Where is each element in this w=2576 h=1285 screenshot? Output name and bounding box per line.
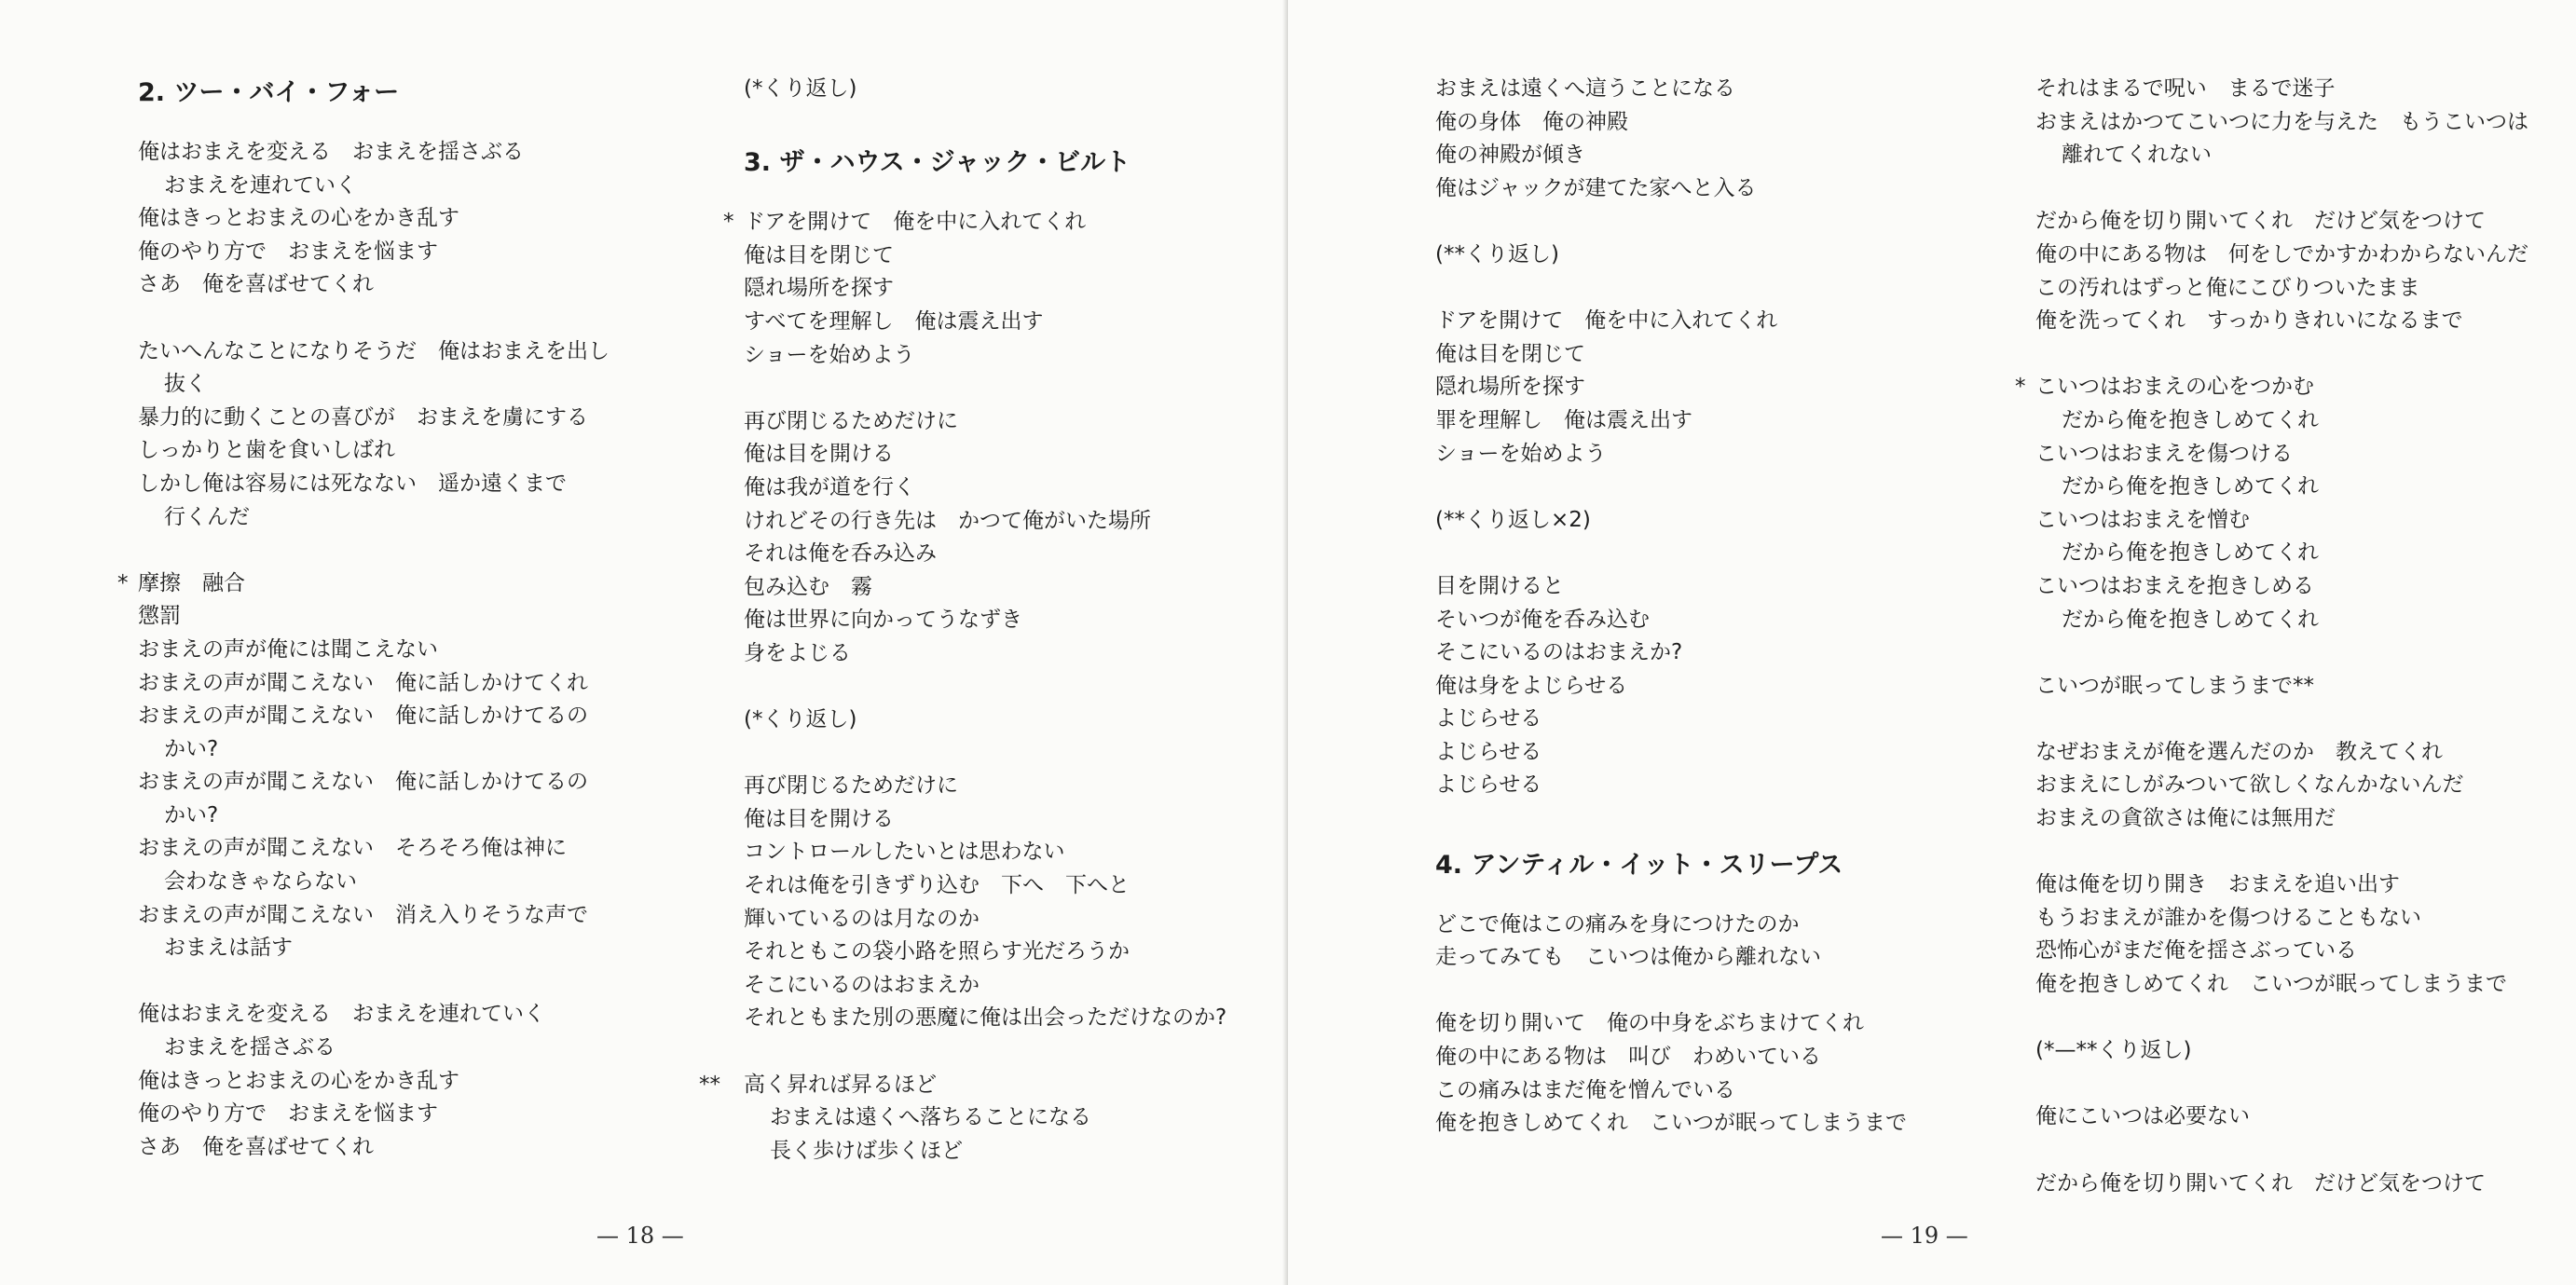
- lyric-line: [2015, 1034, 2576, 1068]
- lyric-line: [2015, 802, 2576, 836]
- stanza-gap: [723, 671, 1320, 704]
- lyric-text: おまえの声が聞こえない 俺に話しかけてるの: [138, 770, 588, 795]
- stanza-gap: [2015, 636, 2576, 670]
- stanza-gap: [117, 965, 714, 999]
- lyric-text: 俺はジャックが建てた家へと入る: [1435, 175, 1757, 200]
- stanza-gap: [1415, 975, 2011, 1008]
- lyric-line: [1415, 769, 2011, 802]
- lyric-line: [723, 73, 1320, 106]
- stanza-gap: [723, 1035, 1320, 1069]
- column-1: [117, 73, 714, 1164]
- lyric-line: [117, 932, 714, 965]
- lyric-line: [2015, 404, 2576, 438]
- lyric-line: [2015, 471, 2576, 504]
- stanza-gap: [2015, 1068, 2576, 1101]
- lyric-text: 俺のやり方で おまえを悩ます: [138, 239, 438, 264]
- lyric-text: ドアを開けて 俺を中に入れてくれ: [744, 210, 1087, 235]
- lyric-text: 俺を洗ってくれ すっかりきれいになるまで: [2035, 308, 2463, 334]
- lyric-line: [1415, 670, 2011, 704]
- lyric-line: [723, 239, 1320, 273]
- lyric-line: [117, 1131, 714, 1165]
- stanza-gap: [2015, 703, 2576, 736]
- lyric-line: [1415, 1074, 2011, 1108]
- lyric-text: 俺の神殿が傾き: [1435, 143, 1585, 168]
- lyric-text: それは俺を引きずり込む 下へ 下へと: [744, 873, 1130, 898]
- lyric-text: (**くり返し×2): [1435, 507, 1591, 532]
- lyric-text: 行くんだ: [164, 504, 250, 529]
- lyric-text: 暴力的に動くことの喜びが おまえを虜にする: [138, 404, 588, 430]
- lyric-text: 包み込む 霧: [744, 574, 872, 599]
- lyric-text: さあ 俺を喜ばせてくれ: [138, 272, 374, 297]
- lyric-line: [723, 836, 1320, 869]
- stanza-gap: [2015, 1002, 2576, 1035]
- lyric-line: [2015, 272, 2576, 306]
- lyric-text: この汚れはずっと俺にこびりついたまま: [2035, 275, 2420, 300]
- lyric-text: こいつはおまえを傷つける: [2035, 441, 2293, 466]
- lyric-text: 高く昇れば昇るほど: [744, 1072, 937, 1097]
- song-title-house-jack-built: 3. ザ・ハウス・ジャック・ビルト: [744, 148, 1131, 178]
- stanza-gap: [723, 372, 1320, 405]
- lyric-line: [2015, 305, 2576, 338]
- lyric-line: [723, 770, 1320, 803]
- lyric-line: [723, 206, 1320, 239]
- lyric-line: [117, 1032, 714, 1065]
- song-title-two-by-four: 2. ツー・バイ・フォー: [138, 78, 400, 107]
- lyric-line: [117, 236, 714, 269]
- lyric-line: [117, 832, 714, 866]
- lyric-line: [1415, 338, 2011, 372]
- lyric-line: [1415, 1007, 2011, 1041]
- lyric-text: 離れてくれない: [2062, 143, 2212, 168]
- lyric-text: 俺は俺を切り開き おまえを追い出す: [2035, 872, 2400, 897]
- lyric-text: 俺を抱きしめてくれ こいつが眠ってしまうまで: [1435, 1111, 1907, 1136]
- lyric-line: [1415, 504, 2011, 538]
- lyrics-block: [2015, 73, 2576, 1200]
- lyric-line: [1415, 305, 2011, 338]
- lyric-line: [1415, 636, 2011, 670]
- lyric-text: おまえの声が聞こえない そろそろ俺は神に: [138, 836, 567, 861]
- lyric-text: それともまた別の悪魔に俺は出会っただけなのか?: [744, 1005, 1227, 1031]
- lyric-line: [2015, 1168, 2576, 1201]
- lyric-line: [2015, 537, 2576, 570]
- lyric-line: [117, 667, 714, 701]
- lyric-line: [723, 505, 1320, 539]
- lyrics-block: [117, 136, 714, 1164]
- lyric-line: [117, 368, 714, 402]
- lyric-line: [2015, 868, 2576, 902]
- lyric-text: 俺を切り開いて 俺の中身をぶちまけてくれ: [1435, 1011, 1864, 1036]
- lyric-text: 抜く: [164, 372, 207, 397]
- lyric-line: [723, 637, 1320, 671]
- lyrics-block: [723, 73, 1320, 106]
- lyric-text: よじらせる: [1435, 706, 1542, 731]
- lyric-line: [2015, 239, 2576, 272]
- lyric-text: 会わなきゃならない: [164, 869, 357, 895]
- lyric-line: [1415, 239, 2011, 272]
- lyric-text: だから俺を抱きしめてくれ: [2062, 474, 2319, 499]
- lyric-text: 隠れ場所を探す: [1435, 375, 1585, 400]
- lyric-text: だから俺を切り開いてくれ だけど気をつけて: [2035, 209, 2486, 234]
- lyric-line: [723, 936, 1320, 969]
- lyric-line: [1415, 941, 2011, 975]
- lyric-text: こいつはおまえを抱きしめる: [2035, 573, 2314, 598]
- lyric-text: おまえの貪欲さは俺には無用だ: [2035, 806, 2336, 831]
- lyric-line: [723, 704, 1320, 737]
- lyric-line: [2015, 935, 2576, 968]
- lyric-line: [723, 1135, 1320, 1169]
- page-19: [1288, 0, 2576, 1285]
- lyric-line: [1415, 438, 2011, 472]
- lyric-text: それはまるで呪い まるで迷子: [2035, 76, 2336, 101]
- lyric-text: それともこの袋小路を照らす光だろうか: [744, 939, 1130, 964]
- lyric-line: [1415, 139, 2011, 172]
- lyric-text: 再び閉じるためだけに: [744, 408, 958, 433]
- lyric-text: 俺は身をよじらせる: [1435, 673, 1628, 698]
- lyric-line: [723, 306, 1320, 339]
- lyric-text: よじらせる: [1435, 739, 1542, 764]
- lyric-text: よじらせる: [1435, 772, 1542, 798]
- stanza-gap: [117, 302, 714, 335]
- lyric-line: [117, 998, 714, 1032]
- lyric-line: [1415, 73, 2011, 106]
- lyric-text: そこにいるのはおまえか?: [1435, 640, 1683, 665]
- lyric-line: [723, 903, 1320, 936]
- lyric-line: [2015, 968, 2576, 1002]
- lyric-line: [117, 634, 714, 667]
- lyric-line: [2015, 604, 2576, 637]
- lyric-text: 俺のやり方で おまえを悩ます: [138, 1101, 438, 1127]
- lyric-line: [117, 170, 714, 203]
- lyric-line: [2015, 570, 2576, 604]
- lyric-text: 俺は我が道を行く: [744, 474, 915, 499]
- lyrics-block: [1415, 909, 2011, 1141]
- stanza-gap: [723, 106, 1320, 140]
- lyric-text: おまえは遠くへ落ちることになる: [770, 1105, 1091, 1130]
- lyric-text: おまえは遠くへ這うことになる: [1435, 76, 1735, 101]
- lyric-line: [117, 800, 714, 833]
- lyric-line: [117, 402, 714, 435]
- column-3: [1415, 73, 2011, 1141]
- lyric-text: こいつはおまえを憎む: [2035, 507, 2250, 532]
- lyric-text: だから俺を抱きしめてくれ: [2062, 540, 2319, 566]
- lyrics-block: [1415, 73, 2011, 802]
- lyric-line: [2015, 736, 2576, 770]
- lyric-text: 再び閉じるためだけに: [744, 773, 958, 799]
- lyric-line: [2015, 769, 2576, 802]
- lyric-line: [723, 472, 1320, 505]
- lyric-line: [117, 866, 714, 899]
- lyric-text: 懲罰: [138, 604, 181, 629]
- lyric-line: [2015, 139, 2576, 172]
- lyric-text: 俺は目を開ける: [744, 442, 894, 467]
- lyric-line: [723, 1002, 1320, 1035]
- lyric-line: [2015, 902, 2576, 936]
- lyric-line: [2015, 371, 2576, 404]
- lyric-line: [117, 335, 714, 369]
- lyric-line: [723, 969, 1320, 1003]
- lyric-line: [723, 604, 1320, 637]
- lyric-line: [117, 136, 714, 170]
- lyric-text: 輝いているのは月なのか: [744, 906, 980, 931]
- lyric-text: だから俺を抱きしめてくれ: [2062, 607, 2319, 632]
- lyric-text: そこにいるのはおまえか: [744, 972, 980, 997]
- lyric-line: [117, 899, 714, 933]
- song-title-until-it-sleeps: 4. アンティル・イット・スリープス: [1435, 850, 1843, 880]
- lyric-line: [117, 700, 714, 733]
- lyric-text: おまえを揺さぶる: [164, 1035, 336, 1060]
- lyric-line: [1415, 570, 2011, 604]
- page-number: — 19 —: [1881, 1223, 1968, 1249]
- lyric-text: おまえを連れていく: [164, 172, 357, 198]
- lyric-line: [2015, 73, 2576, 106]
- lyric-text: 俺はおまえを変える おまえを連れていく: [138, 1002, 545, 1027]
- column-2: [699, 73, 1320, 1168]
- lyric-line: [1415, 703, 2011, 736]
- lyric-text: だから俺を切り開いてくれ だけど気をつけて: [2035, 1170, 2486, 1196]
- column-4: [2015, 73, 2576, 1200]
- lyric-line: [723, 438, 1320, 472]
- lyric-line: [1415, 1107, 2011, 1141]
- stanza-gap: [1415, 272, 2011, 306]
- lyric-text: だから俺を抱きしめてくれ: [2062, 407, 2319, 432]
- refrain-marker: **: [699, 1072, 720, 1097]
- lyric-line: [1415, 371, 2011, 404]
- lyric-line: [2015, 106, 2576, 140]
- stanza-gap: [1415, 537, 2011, 570]
- lyric-line: [723, 538, 1320, 571]
- lyric-text: 罪を理解し 俺は震え出す: [1435, 407, 1692, 432]
- lyric-text: 俺はきっとおまえの心をかき乱す: [138, 1068, 459, 1093]
- lyric-text: おまえはかつてこいつに力を与えた もうこいつは: [2035, 109, 2528, 134]
- lyric-text: ショーを始めよう: [1435, 441, 1607, 466]
- lyric-text: それは俺を呑み込み: [744, 541, 937, 567]
- lyric-text: しかし俺は容易には死なない 遥か遠くまで: [138, 471, 567, 496]
- lyric-text: 長く歩けば歩くほど: [770, 1138, 963, 1163]
- lyric-text: どこで俺はこの痛みを身につけたのか: [1435, 911, 1800, 936]
- lyric-text: 俺は目を開ける: [744, 806, 894, 831]
- lyric-line: [1415, 106, 2011, 140]
- lyric-text: 俺の身体 俺の神殿: [1435, 109, 1628, 134]
- lyric-text: 摩擦 融合: [138, 570, 245, 595]
- lyric-text: (**くり返し): [1435, 241, 1559, 267]
- lyric-line: [117, 1098, 714, 1131]
- lyric-text: 恐怖心がまだ俺を揺さぶっている: [2035, 938, 2357, 964]
- lyric-text: けれどその行き先は かつて俺がいた場所: [744, 508, 1151, 533]
- lyric-line: [1415, 404, 2011, 438]
- lyric-line: [723, 1101, 1320, 1135]
- lyric-text: 俺はおまえを変える おまえを揺さぶる: [138, 140, 524, 164]
- stanza-gap: [1415, 471, 2011, 504]
- stanza-gap: [2015, 338, 2576, 372]
- lyric-text: (*—**くり返し): [2035, 1038, 2192, 1063]
- lyric-text: 俺は世界に向かってうなずき: [744, 608, 1022, 633]
- refrain-marker: *: [723, 210, 734, 235]
- lyric-line: [1415, 1041, 2011, 1074]
- lyric-line: [117, 268, 714, 302]
- stanza-gap: [2015, 172, 2576, 206]
- lyric-line: [2015, 504, 2576, 538]
- lyric-text: おまえは話す: [164, 936, 293, 961]
- stanza-gap: [117, 534, 714, 567]
- lyric-text: たいへんなことになりそうだ 俺はおまえを出し: [138, 338, 610, 363]
- refrain-marker: *: [117, 570, 129, 595]
- lyric-text: 俺を抱きしめてくれ こいつが眠ってしまうまで: [2035, 972, 2507, 997]
- lyric-text: 目を開けると: [1435, 573, 1564, 598]
- lyric-line: [1415, 172, 2011, 206]
- lyric-text: 走ってみても こいつは俺から離れない: [1435, 945, 1821, 970]
- page-number: — 18 —: [596, 1223, 684, 1249]
- stanza-gap: [1415, 205, 2011, 239]
- lyric-line: [117, 600, 714, 634]
- lyric-line: [2015, 438, 2576, 472]
- lyric-text: おまえの声が聞こえない 俺に話しかけてくれ: [138, 670, 588, 695]
- lyric-text: この痛みはまだ俺を憎んでいる: [1435, 1077, 1735, 1102]
- lyric-text: かい?: [164, 802, 219, 827]
- lyric-text: 俺は目を閉じて: [744, 242, 894, 267]
- lyric-line: [723, 405, 1320, 439]
- lyric-text: なぜおまえが俺を選んだのか 教えてくれ: [2035, 739, 2443, 764]
- lyric-line: [1415, 909, 2011, 942]
- lyric-line: [2015, 670, 2576, 704]
- lyric-text: 身をよじる: [744, 640, 851, 665]
- lyric-text: こいつが眠ってしまうまで**: [2035, 673, 2314, 698]
- lyric-text: ショーを始めよう: [744, 342, 915, 367]
- lyric-line: [699, 1069, 1320, 1102]
- lyric-text: 俺は目を閉じて: [1435, 341, 1585, 366]
- lyrics-block: [699, 206, 1320, 1168]
- lyric-line: [117, 766, 714, 800]
- lyric-line: [723, 571, 1320, 605]
- lyric-text: (*くり返し): [744, 76, 857, 101]
- stanza-gap: [2015, 1134, 2576, 1168]
- lyric-line: [2015, 205, 2576, 239]
- lyric-line: [723, 272, 1320, 306]
- refrain-marker: *: [2015, 375, 2026, 400]
- lyric-line: [117, 567, 714, 601]
- stanza-gap: [1415, 802, 2011, 836]
- lyric-line: [117, 733, 714, 767]
- lyric-line: [2015, 1100, 2576, 1134]
- lyric-line: [723, 803, 1320, 837]
- lyric-line: [117, 501, 714, 535]
- lyric-text: しっかりと歯を食いしばれ: [138, 438, 395, 463]
- lyric-line: [117, 468, 714, 501]
- lyric-line: [1415, 604, 2011, 637]
- lyric-text: こいつはおまえの心をつかむ: [2035, 375, 2314, 400]
- lyric-text: ドアを開けて 俺を中に入れてくれ: [1435, 308, 1778, 334]
- lyric-line: [1415, 736, 2011, 770]
- lyric-text: 俺はきっとおまえの心をかき乱す: [138, 206, 459, 231]
- lyric-text: そいつが俺を呑み込む: [1435, 607, 1650, 632]
- lyric-text: おまえにしがみついて欲しくなんかないんだ: [2035, 772, 2464, 798]
- lyric-line: [723, 869, 1320, 903]
- lyric-text: おまえの声が聞こえない 俺に話しかけてるの: [138, 704, 588, 729]
- lyric-text: すべてを理解し 俺は震え出す: [744, 308, 1044, 334]
- stanza-gap: [2015, 836, 2576, 869]
- lyric-text: 俺の中にある物は 何をしでかすかわからないんだ: [2035, 241, 2528, 267]
- lyric-line: [117, 434, 714, 468]
- lyric-text: (*くり返し): [744, 707, 857, 732]
- lyric-text: 俺の中にある物は 叫び わめいている: [1435, 1045, 1821, 1070]
- lyric-line: [117, 202, 714, 236]
- lyric-text: 隠れ場所を探す: [744, 276, 894, 301]
- lyric-text: 俺にこいつは必要ない: [2035, 1104, 2250, 1129]
- lyric-text: おまえの声が俺には聞こえない: [138, 636, 438, 662]
- lyric-text: さあ 俺を喜ばせてくれ: [138, 1134, 374, 1159]
- stanza-gap: [723, 737, 1320, 771]
- lyric-text: おまえの声が聞こえない 消え入りそうな声で: [138, 902, 588, 927]
- lyric-text: かい?: [164, 736, 219, 761]
- lyric-text: もうおまえが誰かを傷つけることもない: [2035, 905, 2421, 930]
- lyric-text: コントロールしたいとは思わない: [744, 840, 1065, 865]
- lyric-line: [723, 339, 1320, 373]
- lyric-line: [117, 1065, 714, 1099]
